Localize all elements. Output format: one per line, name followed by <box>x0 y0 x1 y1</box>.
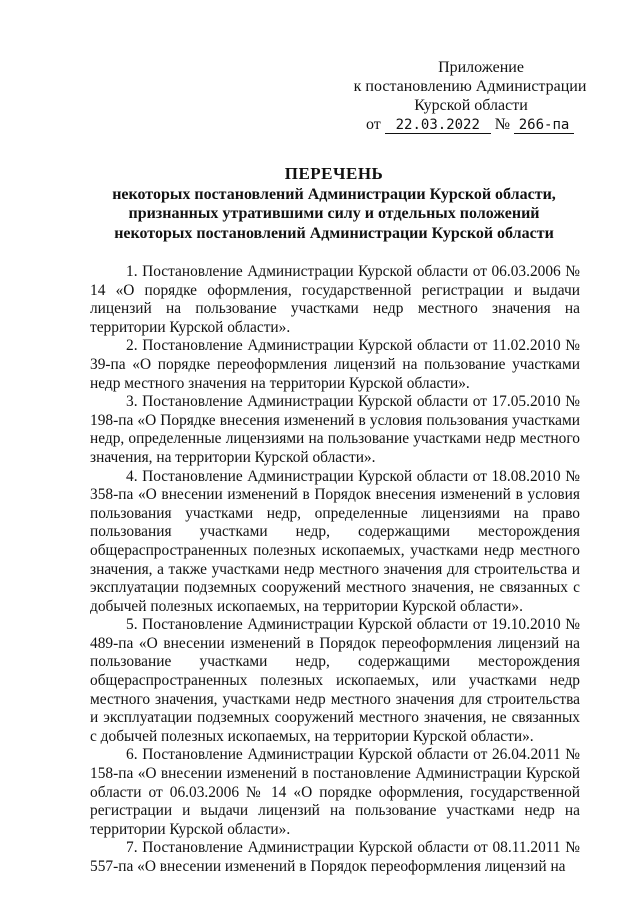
item-text: Постановление Администрации Курской области от 18.08.2010 № 358-па «О внесении изменений в Порядок внесения изменений в условия пользования участками недр, определенные лицензиями на право пользования участками недр, содержащими месторождения общераспространенных полезных ископаемых, участками недр местного значения, а также участками недр местного значения для строительства и эксплуатации подземных сооружений местного значения, не связанных с добычей полезных ископаемых, на территории Курской области». <box>90 467 580 615</box>
item-text: Постановление Администрации Курской области от 19.10.2010 № 489-па «О внесении изменений в Порядок переоформления лицензий на пользование участками недр, содержащими месторождения общераспространенных полезных ископаемых, или участками недр местного значения, участками недр местного значения для строительства и эксплуатации подземных сооружений местного значения, не связанных с добычей полезных ископаемых, на территории Курской области». <box>90 616 580 745</box>
list-item <box>90 337 580 393</box>
document-heading <box>88 164 580 243</box>
document-title: ПЕРЕЧЕНЬ <box>284 164 384 183</box>
date-prefix: от <box>366 116 381 133</box>
list-item <box>90 616 580 746</box>
resolutions-list <box>90 263 580 877</box>
resolution-date: 22.03.2022 <box>385 117 491 134</box>
item-number: 1. <box>126 263 138 280</box>
item-number: 3. <box>126 393 138 411</box>
list-item <box>90 746 580 839</box>
item-text: Постановление Администрации Курской области от 08.11.2011 № 557-па «О внесении изменений в Порядок переоформления лицензий на <box>90 839 580 875</box>
appendix-region: Курской области <box>414 97 528 114</box>
list-item <box>90 263 580 337</box>
item-text: Постановление Администрации Курской области от 17.05.2010 № 198-па «О Порядке внесения изменений в условия пользования участками недр, определенные лицензиями на пользование участками недр местного значения, на территории Курской области». <box>90 393 580 466</box>
list-item <box>90 839 580 876</box>
item-number: 5. <box>126 616 138 634</box>
item-number: 6. <box>126 746 138 764</box>
appendix-label: Приложение <box>438 59 524 76</box>
item-text: Постановление Администрации Курской области от 26.04.2011 № 158-па «О внесении изменений в постановление Администрации Курской области от 06.03.2006 № 14 «О порядке оформления, государственной регистрации и выдачи лицензий на пользование участками недр на территории Курской области». <box>90 746 580 838</box>
item-text: Постановление Администрации Курской области от 11.02.2010 № 39-па «О порядке переоформления лицензий на пользование участками недр местного значения на территории Курской области». <box>90 337 580 392</box>
item-number: 2. <box>126 337 138 355</box>
item-number: 7. <box>126 839 138 857</box>
item-number: 4. <box>126 467 138 485</box>
appendix-reference: к постановлению Администрации <box>353 78 587 95</box>
list-item <box>90 468 580 617</box>
list-item <box>90 393 580 467</box>
resolution-number: 266-па <box>514 117 574 134</box>
appendix-block <box>340 58 600 134</box>
item-text: Постановление Администрации Курской области от 06.03.2006 № 14 «О порядке оформления, государственной регистрации и выдачи лицензий на пользование участками недр местного значения на территории Курской области». <box>90 263 580 336</box>
number-prefix: № <box>494 116 511 133</box>
document-subtitle: некоторых постановлений Администрации Курской области, признанных утратившими силу и отдельных положений некоторых постановлений Администрации Курской области <box>112 185 556 242</box>
appendix-date-row <box>340 115 600 134</box>
